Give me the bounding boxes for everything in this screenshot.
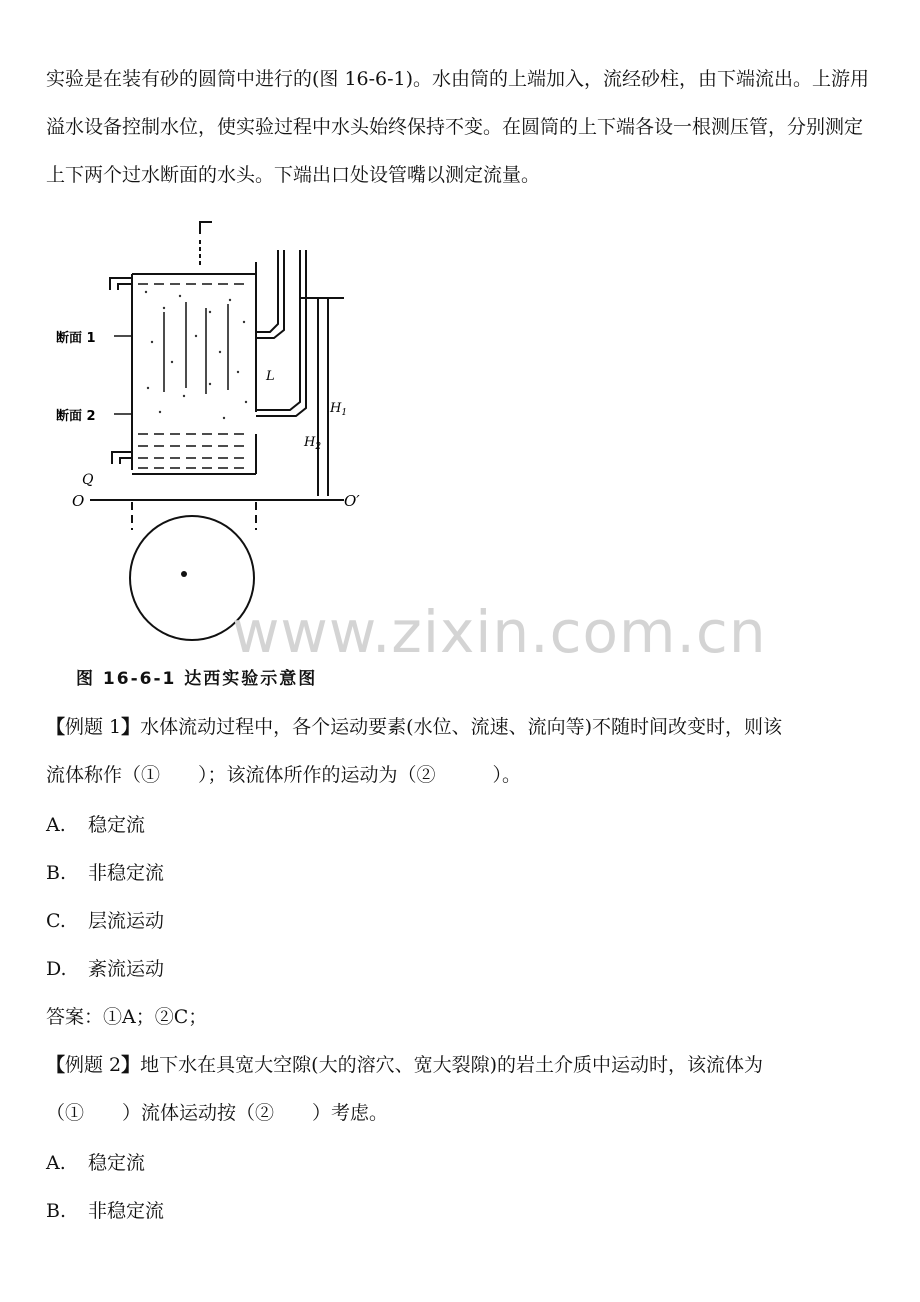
watermark: www.zixin.com.cn — [232, 598, 767, 666]
example2-option-a: A. 稳定流 — [46, 1152, 146, 1174]
inlet-pipe — [200, 222, 212, 234]
piezometer-tube-1 — [256, 250, 278, 332]
label-l: L — [266, 369, 275, 384]
example2-option-b: B. 非稳定流 — [46, 1200, 165, 1222]
darcy-experiment-diagram — [56, 212, 360, 652]
example1-title: 例题 1 — [65, 716, 122, 738]
label-section-2: 断面 2 — [56, 409, 96, 424]
example1-answer: 答案：①A；②C； — [46, 1006, 208, 1028]
example2-line1: 【例题 2】地下水在具宽大空隙(大的溶穴、宽大裂隙)的岩土介质中运动时，该流体为 — [46, 1054, 763, 1076]
label-h1: $H_1$ — [330, 401, 348, 418]
example1-option-c: C. 层流运动 — [46, 910, 165, 932]
label-o-prime: O′ — [344, 492, 360, 510]
label-o: O — [72, 492, 85, 510]
label-h2: $H_2$ — [304, 435, 322, 452]
label-q: Q — [82, 472, 94, 488]
example2-title: 例题 2 — [65, 1054, 122, 1076]
label-section-1: 断面 1 — [56, 331, 96, 346]
example1-option-d: D. 紊流运动 — [46, 958, 165, 980]
figure-caption: 图 16-6-1 达西实验示意图 — [76, 669, 318, 689]
example1-line2: 流体称作（① ）；该流体所作的运动为（② ）。 — [46, 764, 522, 786]
sand-texture — [145, 291, 247, 419]
example1-line1: 【例题 1】水体流动过程中，各个运动要素(水位、流速、流向等)不随时间改变时，则该 — [46, 716, 782, 738]
example1-option-a: A. 稳定流 — [46, 814, 146, 836]
example1-option-b: B. 非稳定流 — [46, 862, 165, 884]
intro-paragraph: 实验是在装有砂的圆筒中进行的(图 16-6-1)。水由筒的上端加入，流经砂柱，由下端流出。上游用溢水设备控制水位，使实验过程中水头始终保持不变。在圆筒的上下端各设一根测压管，分别测定上下两个过水断面的水头。下端出口处设管嘴以测定流量。 — [46, 68, 870, 186]
example2-line2: （① ）流体运动按（② ）考虑。 — [46, 1102, 389, 1124]
